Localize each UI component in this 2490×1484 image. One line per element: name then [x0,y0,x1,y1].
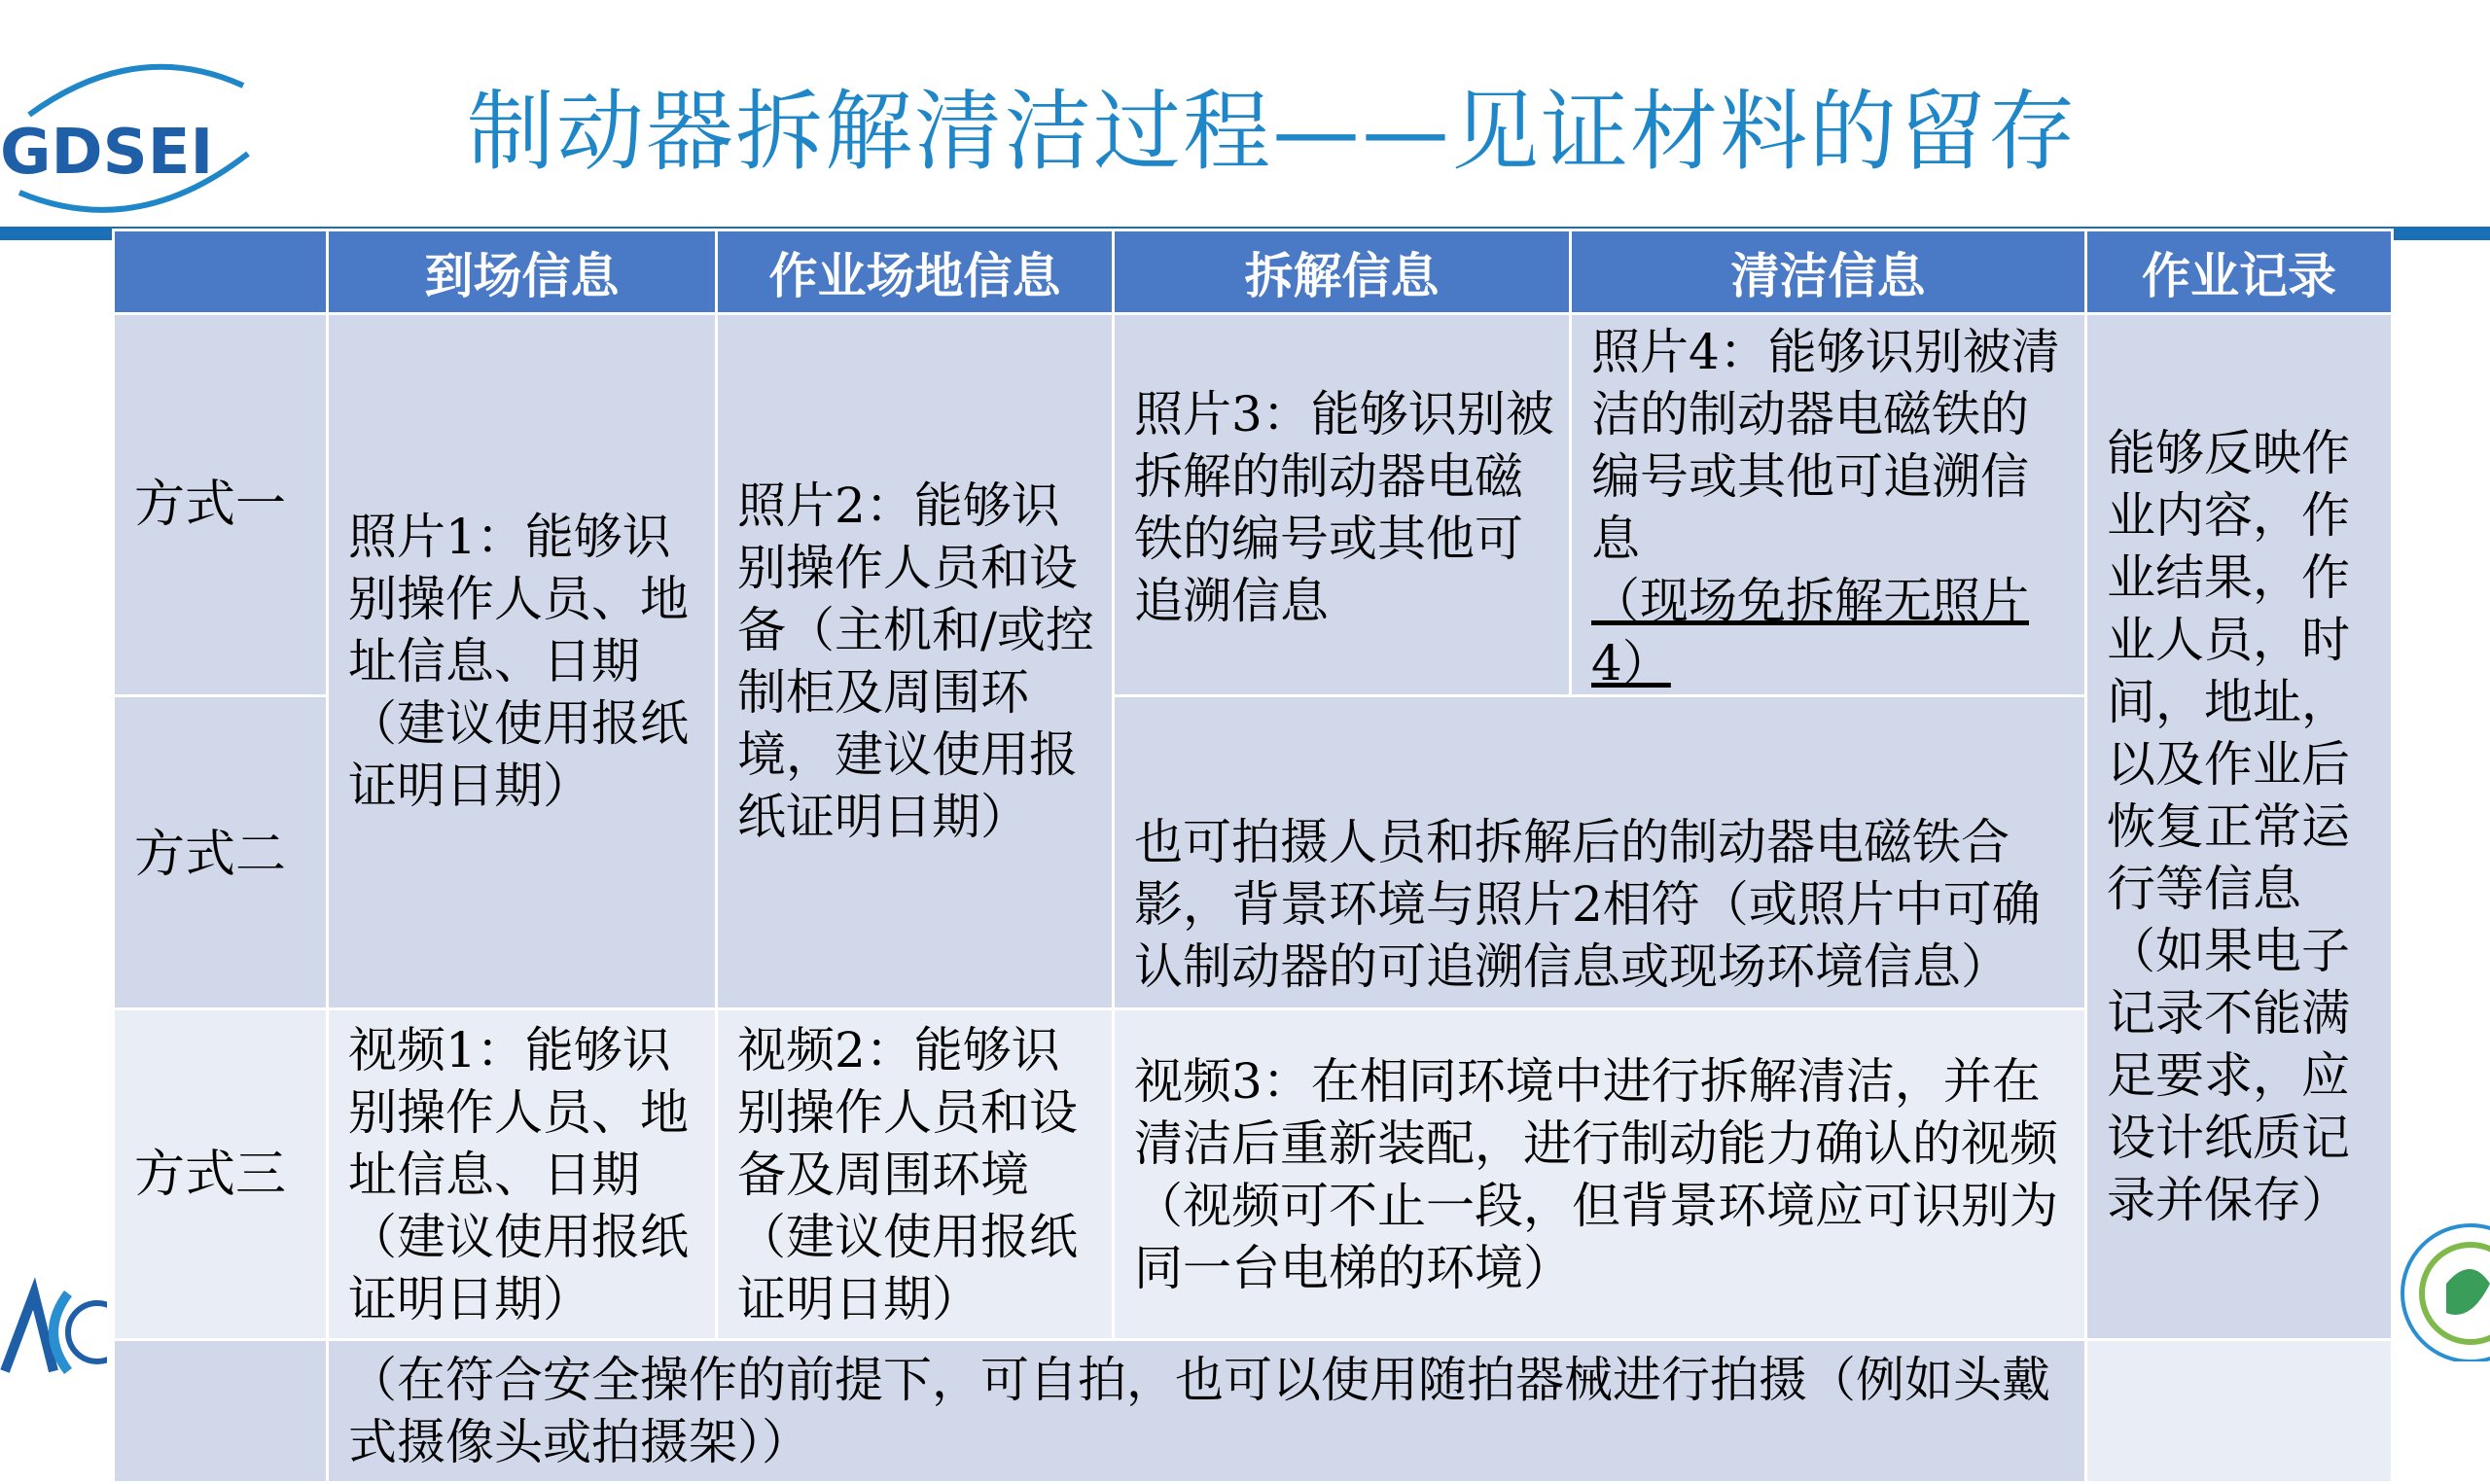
table-row [114,314,2393,696]
header-arrival: 到场信息 [328,230,717,314]
cleaning-photo-note: （现场免拆解无照片4） [1591,573,2029,691]
arrival-photo-cell: 照片1：能够识别操作人员、地址信息、日期（建议使用报纸证明日期） [328,314,717,1009]
cleaning-photo-cell [1571,314,2086,696]
gdsei-logo [0,47,263,217]
method2-note-cell: 也可拍摄人员和拆解后的制动器电磁铁合影，背景环境与照片2相符（或照片中可确认制动器的可追溯信息或现场环境信息） [1114,696,2086,1009]
header-empty [114,230,328,314]
table-row [114,1009,2393,1340]
footnote-label-cell [114,1340,328,1483]
work-record-cell: 能够反映作业内容，作业结果，作业人员，时间，地址，以及作业后恢复正常运行等信息（如果电子记录不能满足要求，应设计纸质记录并保存） [2086,314,2393,1340]
site-video-cell: 视频2：能够识别操作人员和设备及周围环境（建议使用报纸证明日期） [717,1009,1114,1340]
row-label-method2: 方式二 [114,696,328,1009]
logo-text: GDSEI [0,117,214,189]
partner-seal-right [2393,1216,2490,1361]
site-photo-cell: 照片2：能够识别操作人员和设备（主机和/或控制柜及周围环境，建议使用报纸证明日期） [717,314,1114,1009]
header-disassembly: 拆解信息 [1114,230,1571,314]
arrival-video-cell: 视频1：能够识别操作人员、地址信息、日期（建议使用报纸证明日期） [328,1009,717,1340]
footnote-cell: （在符合安全操作的前提下，可自拍，也可以使用随拍器械进行拍摄（例如头戴式摄像头或拍摄架）） [328,1340,2086,1483]
header-site: 作业场地信息 [717,230,1114,314]
disassembly-video-cell: 视频3：在相同环境中进行拆解清洁，并在清洁后重新装配，进行制动能力确认的视频（视频可不止一段，但背景环境应可识别为同一台电梯的环境） [1114,1009,2086,1340]
partner-logo-left [0,1254,107,1400]
disassembly-photo-cell: 照片3：能够识别被拆解的制动器电磁铁的编号或其他可追溯信息 [1114,314,1571,696]
footnote-record-cell [2086,1340,2393,1483]
table-row [114,1340,2393,1483]
header-record: 作业记录 [2086,230,2393,314]
page-title: 制动器拆解清洁过程——见证材料的留存 [467,81,2078,183]
row-label-method3: 方式三 [114,1009,328,1340]
row-label-method1: 方式一 [114,314,328,696]
cleaning-photo-text: 照片4：能够识别被清洁的制动器电磁铁的编号或其他可追溯信息 [1591,324,2060,567]
evidence-table [112,229,2394,1484]
table-header-row [114,230,2393,314]
header-cleaning: 清洁信息 [1571,230,2086,314]
